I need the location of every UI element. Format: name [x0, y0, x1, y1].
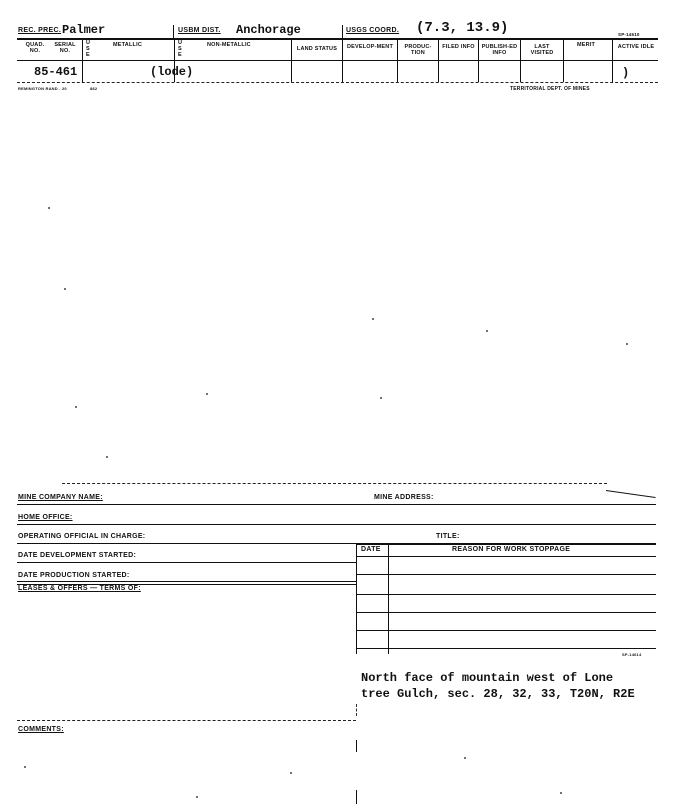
column-divider [563, 38, 564, 82]
usgs-coord-value: (7.3, 13.9) [416, 20, 509, 36]
scan-speck [560, 792, 562, 794]
table-row-rule [356, 594, 656, 595]
scan-speck [75, 406, 77, 408]
scan-speck [380, 397, 382, 399]
scan-speck [290, 772, 292, 774]
date-development-started-label: DATE DEVELOPMENT STARTED: [18, 552, 137, 559]
scan-speck [196, 796, 198, 798]
column-divider [612, 38, 613, 82]
title-label: TITLE: [436, 533, 460, 540]
usbm-dist-label: USBM DIST. [178, 27, 221, 34]
scan-speck [486, 330, 488, 332]
quad-serial-value: 85-461 [34, 65, 78, 79]
record-type-value: (lode) [150, 65, 194, 79]
scan-speck [206, 393, 208, 395]
col-filed-info: FILED INFO [442, 44, 475, 50]
date-column-header: DATE [361, 546, 381, 553]
col-quad-no: QUAD. NO. [25, 42, 45, 54]
col-merit: MERIT [577, 42, 596, 48]
comments-top-rule [17, 720, 356, 721]
table-top-rule [356, 543, 656, 545]
company-rule [17, 504, 656, 505]
scan-speck [24, 766, 26, 768]
operating-official-label: OPERATING OFFICIAL IN CHARGE: [18, 533, 146, 540]
table-left-border [356, 543, 357, 654]
location-line-1: North face of mountain west of Lone [361, 671, 614, 685]
printer-code: 882 [90, 86, 98, 91]
table-row-rule [356, 612, 656, 613]
reason-column-header: REASON FOR WORK STOPPAGE [452, 546, 571, 553]
scan-speck [372, 318, 374, 320]
form-number-top: SP-14610 [618, 32, 640, 37]
header-rule [17, 38, 658, 40]
scan-speck [64, 288, 66, 290]
rec-prec-label: REC. PREC. [18, 27, 62, 34]
column-divider-lower [356, 790, 357, 804]
table-bottom-rule [356, 648, 656, 649]
leases-offers-label: LEASES & OFFERS — TERMS OF: [18, 585, 141, 592]
col-land-status: LAND STATUS [296, 46, 338, 52]
column-divider [82, 38, 83, 82]
home-office-label: HOME OFFICE: [18, 514, 73, 521]
col-last-visited: LAST VISITED [530, 44, 554, 56]
table-row-rule [356, 630, 656, 631]
column-divider [397, 38, 398, 82]
home-office-rule [17, 524, 656, 525]
col-production: PRODUC-TION [404, 44, 432, 56]
col-active-idle: ACTIVE IDLE [617, 44, 655, 50]
column-divider-lower [356, 704, 357, 716]
column-divider [342, 38, 343, 82]
table-header-rule [356, 556, 656, 557]
column-divider [291, 38, 292, 82]
record-bottom-rule [17, 82, 658, 83]
location-line-2: tree Gulch, sec. 28, 32, 33, T20N, R2E [361, 687, 635, 701]
active-idle-mark: ) [622, 66, 630, 80]
form-number-bottom: SP-14614 [622, 652, 642, 657]
mine-address-label: MINE ADDRESS: [374, 494, 434, 501]
rec-prec-value: Palmer [62, 23, 106, 37]
table-row-rule [356, 574, 656, 575]
production-rule [17, 581, 356, 582]
col-serial-no: SERIAL NO. [54, 42, 76, 54]
lower-form-dashed-top [62, 483, 607, 484]
department-label: TERRITORIAL DEPT. OF MINES [510, 86, 590, 92]
scan-speck [48, 207, 50, 209]
comments-label: COMMENTS: [18, 726, 64, 733]
column-divider [438, 38, 439, 82]
scan-speck [626, 343, 628, 345]
column-header-rule [17, 60, 658, 61]
scan-speck [106, 456, 108, 458]
table-date-divider [388, 543, 389, 654]
date-production-started-label: DATE PRODUCTION STARTED: [18, 572, 130, 579]
mine-company-name-label: MINE COMPANY NAME: [18, 494, 103, 501]
development-rule [17, 562, 356, 563]
usbm-dist-value: Anchorage [236, 23, 301, 37]
column-divider-lower [356, 740, 357, 752]
pen-stroke [606, 490, 656, 498]
usgs-coord-label: USGS COORD. [346, 27, 400, 34]
printer-label: REMINGTON RAND - 20 [18, 86, 67, 91]
col-published-info: PUBLISH-ED INFO [481, 44, 518, 56]
col-development: DEVELOP-MENT [346, 44, 394, 50]
col-metallic: METALLIC [113, 42, 142, 48]
col-use-2: U S E [178, 40, 183, 58]
col-non-metallic: NON-METALLIC [207, 42, 251, 48]
col-use-1: U S E [86, 40, 91, 58]
column-divider [520, 38, 521, 82]
scan-speck [464, 757, 466, 759]
column-divider [478, 38, 479, 82]
